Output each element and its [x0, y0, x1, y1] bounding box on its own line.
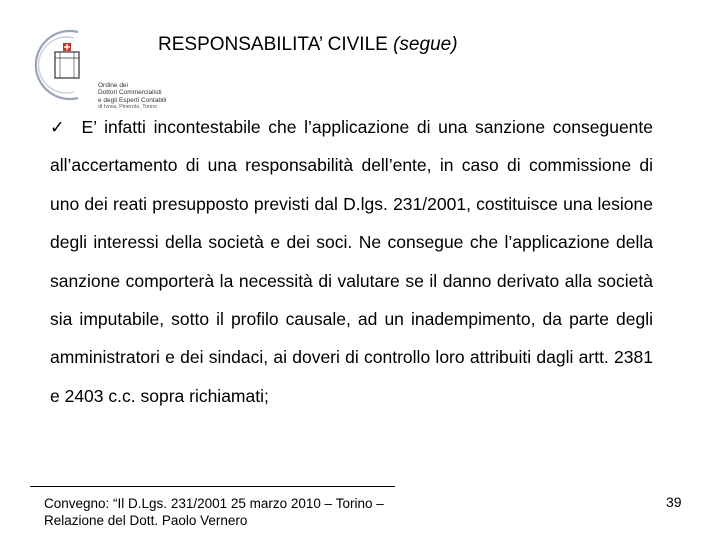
logo-line-2: Dottori Commercialisti	[98, 89, 162, 97]
logo-line-1: Ordine dei	[98, 82, 128, 89]
logo-city: di Ivrea, Pinerolo, Torino	[98, 104, 158, 111]
content-paragraph	[50, 108, 653, 415]
slide-title	[158, 34, 458, 56]
footer-divider	[30, 486, 395, 487]
page-number: 39	[666, 494, 682, 510]
checkmark-icon: ✓	[50, 117, 68, 137]
slide-title-subtitle: (segue)	[393, 34, 458, 55]
footer-line-2: Relazione del Dott. Paolo Vernero	[44, 513, 248, 528]
footer-citation	[44, 495, 384, 529]
paragraph-text: E’ infatti incontestabile che l’applicazione di una sanzione conseguente all’accertamento di una responsabilità dell’ente, in caso di commissione di uno dei reati presupposto previsti dal D.lgs. 231/2001, costituisce una lesione degli interessi della società e dei soci. Ne consegue che l’applicazione della sanzione comporterà la necessità di valutare se il danno derivato alla società sia imputabile, sotto il profilo causale, ad un inadempimento, da parte degli amministratori e dei sindaci, ai doveri di controllo loro attribuiti dagli artt. 2381 e 2403 c.c. sopra richiamati;	[50, 117, 653, 406]
slide-title-main: RESPONSABILITA’ CIVILE	[158, 34, 388, 55]
logo-line-3: e degli Esperti Contabili	[98, 96, 167, 104]
logo-emblem-icon	[30, 26, 100, 104]
footer-line-1: Convegno: “Il D.Lgs. 231/2001 25 marzo 2010 – Torino –	[44, 496, 384, 511]
logo	[30, 26, 167, 111]
